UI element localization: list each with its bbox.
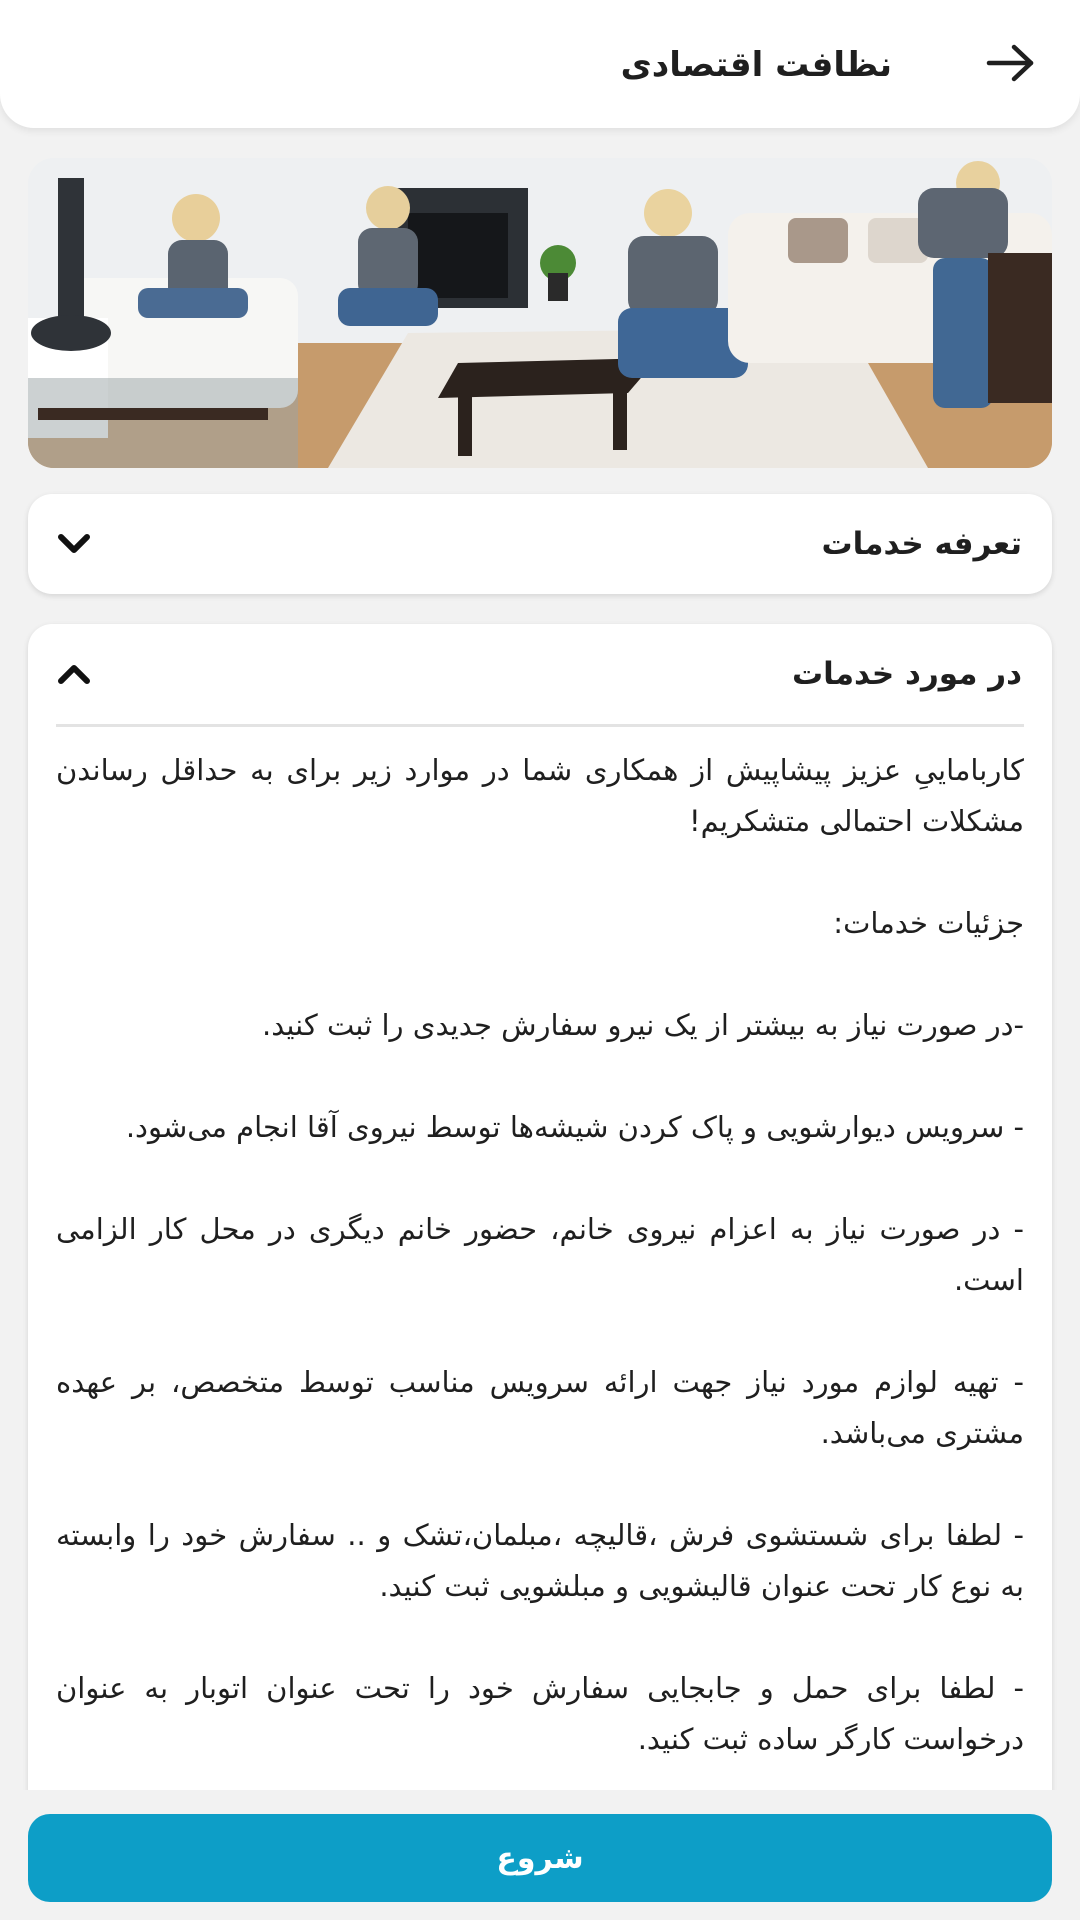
about-paragraph: - لطفا برای حمل و جابجایی سفارش خود را تحت عنوان اتوبار به عنوان درخواست کارگر ساده ثبت کنید. <box>56 1671 1024 1756</box>
start-button[interactable]: شروع <box>28 1814 1052 1902</box>
about-paragraph: - لطفا برای شستشوی فرش ،قالیچه ،مبلمان،تشک و .. سفارش خود را وابسته به نوع کار تحت عنوان قالیشویی و مبلشویی ثبت کنید. <box>56 1518 1024 1603</box>
about-accordion <box>28 624 1052 1814</box>
about-accordion-header[interactable] <box>28 624 1052 724</box>
pricing-accordion <box>28 494 1052 594</box>
app-header <box>0 0 1080 128</box>
about-paragraph: کارباماییِ عزیز پیشاپیش از همکاری شما در موارد زیر برای به حداقل رساندن مشکلات احتمالی متشکریم! <box>56 753 1024 838</box>
hero-image <box>28 158 1052 468</box>
about-paragraph: -در صورت نیاز به بیشتر از یک نیرو سفارش جدیدی را ثبت کنید. <box>261 1008 1024 1042</box>
back-button[interactable] <box>984 38 1038 92</box>
about-paragraph: جزئیات خدمات: <box>833 906 1024 940</box>
about-paragraph: - سرویس دیوارشویی و پاک کردن شیشه‌ها توسط نیروی آقا انجام می‌شود. <box>125 1110 1024 1144</box>
pricing-title: تعرفه خدمات <box>821 526 1022 562</box>
pricing-accordion-header[interactable] <box>28 494 1052 594</box>
page-title: نظافت اقتصادی <box>620 45 892 85</box>
about-paragraph: - تهیه لوازم مورد نیاز جهت ارائه سرویس مناسب توسط متخصص، بر عهده مشتری می‌باشد. <box>56 1365 1024 1450</box>
about-paragraph: - در صورت نیاز به اعزام نیروی خانم، حضور خانم دیگری در محل کار الزامی است. <box>56 1212 1024 1297</box>
chevron-up-icon <box>56 662 92 686</box>
about-title: در مورد خدمات <box>792 656 1022 692</box>
chevron-down-icon <box>56 532 92 556</box>
about-content <box>28 727 1052 1765</box>
arrow-right-icon <box>986 43 1036 87</box>
